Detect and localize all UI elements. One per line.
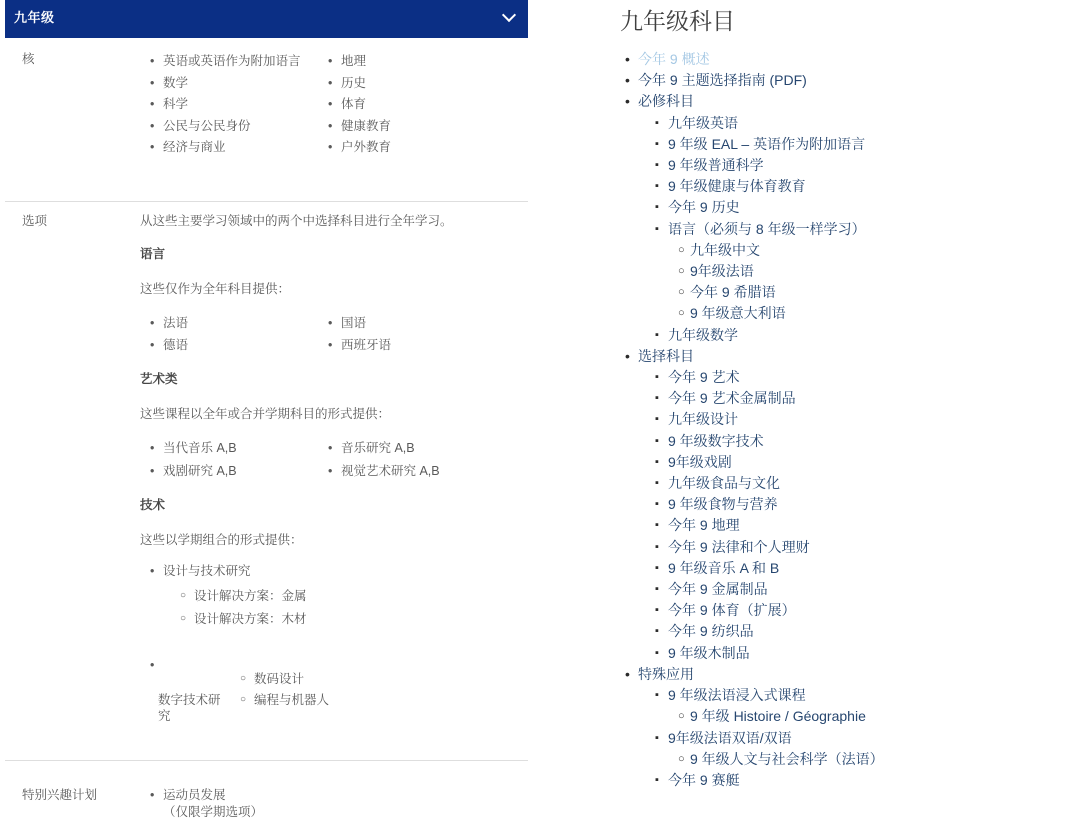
disc-bullet: • bbox=[328, 463, 333, 478]
square-bullet: ▪ bbox=[655, 413, 659, 426]
subject-list-item bbox=[620, 197, 1065, 218]
subjects-panel bbox=[620, 6, 1065, 791]
subject-link[interactable]: 必修科目 bbox=[638, 93, 694, 110]
square-bullet: ▪ bbox=[655, 561, 659, 574]
square-bullet: ▪ bbox=[655, 180, 659, 193]
subject-link[interactable]: 9 年级音乐 A 和 B bbox=[668, 559, 780, 576]
circle-bullet: ○ bbox=[678, 286, 685, 299]
page-title: 九年级科目 bbox=[620, 8, 735, 34]
subject-list-item bbox=[620, 240, 1065, 261]
disc-bullet: • bbox=[150, 338, 155, 352]
list-item-text: 健康教育 bbox=[341, 118, 392, 133]
tech-sub-item bbox=[170, 611, 528, 627]
subject-link[interactable]: 9 年级数字技术 bbox=[668, 432, 764, 449]
subject-link[interactable]: 9 年级 Histoire / Géographie bbox=[690, 708, 866, 725]
list-item-text: 法语 bbox=[163, 315, 189, 330]
disc-bullet: • bbox=[150, 563, 155, 578]
subject-link[interactable]: 9 年级食物与营养 bbox=[668, 496, 778, 513]
square-bullet: ▪ bbox=[655, 773, 659, 786]
list-item-text: 德语 bbox=[163, 338, 189, 352]
square-bullet: ▪ bbox=[655, 222, 659, 235]
core-subject-columns bbox=[140, 51, 528, 159]
tech-note: 这些以学期组合的形式提供： bbox=[140, 532, 303, 547]
special-interest-section bbox=[5, 787, 528, 821]
disc-bullet: • bbox=[150, 75, 155, 90]
core-label: 核 bbox=[22, 52, 35, 66]
list-item bbox=[318, 137, 496, 159]
list-item-text: 戏剧研究 A,B bbox=[163, 463, 237, 478]
subject-link[interactable]: 选择科目 bbox=[638, 347, 694, 364]
circle-bullet: ○ bbox=[240, 693, 247, 705]
subject-link[interactable]: 9 年级人文与社会科学（法语） bbox=[690, 750, 884, 767]
list-item bbox=[140, 73, 318, 95]
subject-link[interactable]: 今年 9 赛艇 bbox=[668, 771, 740, 788]
subject-link[interactable]: 今年 9 地理 bbox=[668, 517, 740, 534]
disc-bullet: • bbox=[625, 72, 630, 89]
subject-list-item bbox=[620, 452, 1065, 473]
subject-list-item bbox=[620, 600, 1065, 621]
list-item-text: 地理 bbox=[341, 54, 367, 68]
circle-bullet: ○ bbox=[678, 265, 685, 278]
list-item bbox=[140, 312, 318, 335]
subject-link[interactable]: 9年级法语 bbox=[690, 263, 754, 280]
arts-note: 这些课程以全年或合并学期科目的形式提供： bbox=[140, 406, 391, 421]
subject-list-item bbox=[620, 261, 1065, 282]
subject-list-item bbox=[620, 134, 1065, 155]
subject-list-item bbox=[620, 155, 1065, 176]
subject-list-item bbox=[620, 494, 1065, 515]
digital-sub-item bbox=[230, 671, 528, 687]
disc-bullet: • bbox=[328, 97, 333, 111]
subject-list-item bbox=[620, 621, 1065, 642]
list-item bbox=[318, 116, 496, 138]
core-subject-list-2 bbox=[318, 51, 496, 159]
list-item bbox=[318, 51, 496, 73]
subject-link[interactable]: 今年 9 艺术金属制品 bbox=[668, 390, 796, 407]
list-item bbox=[140, 460, 318, 483]
list-item-text: 英语或英语作为附加语言 bbox=[163, 54, 301, 68]
circle-bullet: ○ bbox=[180, 589, 187, 601]
languages-note: 这些仅作为全年科目提供： bbox=[140, 281, 291, 296]
subject-list-item bbox=[620, 685, 1065, 706]
disc-bullet: • bbox=[625, 665, 630, 682]
circle-bullet: ○ bbox=[240, 672, 247, 684]
digital-sub-item bbox=[158, 692, 528, 724]
languages-list-1 bbox=[140, 312, 318, 357]
list-item bbox=[140, 51, 318, 73]
languages-list-2 bbox=[318, 312, 496, 357]
list-item-text: 历史 bbox=[341, 75, 367, 90]
special-item-text: 运动员发展 bbox=[163, 787, 226, 802]
subject-link[interactable]: 9 年级普通科学 bbox=[668, 157, 764, 174]
square-bullet: ▪ bbox=[655, 583, 659, 596]
square-bullet: ▪ bbox=[655, 434, 659, 447]
subject-link[interactable]: 今年 9 希腊语 bbox=[690, 284, 776, 301]
list-item bbox=[140, 437, 318, 460]
arts-list-2 bbox=[318, 437, 496, 483]
subject-list-item bbox=[620, 558, 1065, 579]
subject-link[interactable]: 今年 9 纺织品 bbox=[668, 623, 754, 640]
subject-list-item bbox=[620, 728, 1065, 749]
list-item bbox=[140, 334, 318, 357]
subject-link[interactable]: 9 年级法语浸入式课程 bbox=[668, 687, 806, 704]
subject-link[interactable]: 九年级设计 bbox=[668, 411, 738, 428]
subject-list-item bbox=[620, 176, 1065, 197]
subject-list-item bbox=[620, 749, 1065, 770]
square-bullet: ▪ bbox=[655, 625, 659, 638]
square-bullet: ▪ bbox=[655, 731, 659, 744]
circle-bullet: ○ bbox=[678, 307, 685, 320]
list-item-text: 音乐研究 A,B bbox=[341, 440, 415, 455]
arts-heading: 艺术类 bbox=[140, 371, 178, 386]
disc-bullet: • bbox=[328, 315, 333, 330]
subject-list-item bbox=[620, 706, 1065, 727]
square-bullet: ▪ bbox=[655, 159, 659, 172]
list-item bbox=[140, 94, 318, 116]
tech-sub-item bbox=[170, 588, 528, 604]
subject-link[interactable]: 9 年级木制品 bbox=[668, 644, 750, 661]
subject-list-item bbox=[620, 367, 1065, 388]
disc-bullet: • bbox=[328, 440, 333, 455]
circle-bullet: ○ bbox=[678, 752, 685, 765]
disc-bullet: • bbox=[150, 54, 155, 68]
square-bullet: ▪ bbox=[655, 371, 659, 384]
list-item-text: 公民与公民身份 bbox=[163, 118, 251, 133]
list-item bbox=[140, 137, 318, 159]
subject-link[interactable]: 今年 9 历史 bbox=[668, 199, 740, 216]
subjects-list bbox=[620, 49, 1065, 791]
subject-link[interactable]: 语言（必须与 8 年级一样学习） bbox=[668, 220, 866, 237]
subject-list-item bbox=[620, 515, 1065, 536]
disc-bullet: • bbox=[150, 97, 155, 111]
circle-bullet: ○ bbox=[180, 612, 187, 624]
square-bullet: ▪ bbox=[655, 455, 659, 468]
subject-list-item bbox=[620, 49, 1065, 70]
tech-item-text: 设计与技术研究 bbox=[163, 563, 251, 578]
square-bullet: ▪ bbox=[655, 646, 659, 659]
subject-link[interactable]: 九年级英语 bbox=[668, 114, 738, 131]
subject-list-item bbox=[620, 70, 1065, 91]
subject-link[interactable]: 今年 9 法律和个人理财 bbox=[668, 538, 810, 555]
square-bullet: ▪ bbox=[655, 540, 659, 553]
subject-link[interactable]: 今年 9 体育（扩展） bbox=[668, 602, 796, 619]
list-item-text: 视觉艺术研究 A,B bbox=[341, 463, 440, 478]
disc-bullet: • bbox=[328, 140, 333, 154]
disc-bullet: • bbox=[150, 140, 155, 154]
special-item-note: （仅限学期选项） bbox=[163, 804, 264, 819]
list-item bbox=[318, 73, 496, 95]
list-item-text: 科学 bbox=[163, 97, 189, 111]
list-item-text: 数学 bbox=[163, 75, 189, 90]
list-item-text: 户外教育 bbox=[341, 140, 392, 154]
languages-columns bbox=[140, 312, 528, 357]
core-section bbox=[5, 51, 528, 173]
disc-bullet: • bbox=[150, 440, 155, 455]
section-divider bbox=[5, 201, 528, 202]
subject-list-item bbox=[620, 537, 1065, 558]
list-item-text: 经济与商业 bbox=[163, 140, 226, 154]
subject-list-item bbox=[620, 409, 1065, 430]
subject-link[interactable]: 今年 9 金属制品 bbox=[668, 581, 768, 598]
core-subject-list-1 bbox=[140, 51, 318, 159]
disc-bullet: • bbox=[328, 118, 333, 133]
chevron-down-icon bbox=[502, 8, 516, 22]
accordion-title: 九年级 bbox=[14, 10, 55, 25]
subject-list-item bbox=[620, 770, 1065, 791]
square-bullet: ▪ bbox=[655, 604, 659, 617]
circle-bullet: ○ bbox=[678, 710, 685, 723]
subject-list-item bbox=[620, 303, 1065, 324]
square-bullet: ▪ bbox=[655, 392, 659, 405]
square-bullet: ▪ bbox=[655, 498, 659, 511]
subject-link[interactable]: 9 年级 EAL – 英语作为附加语言 bbox=[668, 135, 866, 152]
tech-sub-text: 设计解决方案：金属 bbox=[194, 588, 307, 603]
disc-bullet: • bbox=[150, 315, 155, 330]
arts-list-1 bbox=[140, 437, 318, 483]
subject-list-item bbox=[620, 643, 1065, 664]
list-item bbox=[318, 460, 496, 483]
subject-list-item bbox=[620, 219, 1065, 240]
subject-link[interactable]: 9 年级意大利语 bbox=[690, 305, 786, 322]
subject-list-item bbox=[620, 388, 1065, 409]
subject-list-item bbox=[620, 91, 1065, 112]
digital-sub-text: 编程与机器人 bbox=[254, 692, 330, 707]
list-item bbox=[318, 94, 496, 116]
square-bullet: ▪ bbox=[655, 116, 659, 129]
list-item-text: 国语 bbox=[341, 315, 367, 330]
square-bullet: ▪ bbox=[655, 689, 659, 702]
list-item bbox=[318, 437, 496, 460]
special-label: 特别兴趣计划 bbox=[22, 787, 98, 802]
subject-link[interactable]: 九年级数学 bbox=[668, 326, 738, 343]
subject-link[interactable]: 今年 9 艺术 bbox=[668, 369, 740, 386]
subject-list-item bbox=[620, 579, 1065, 600]
subject-list-item bbox=[620, 664, 1065, 685]
subject-link[interactable]: 特殊应用 bbox=[638, 665, 694, 682]
options-intro: 从这些主要学习领域中的两个中选择科目进行全年学习。 bbox=[140, 213, 453, 228]
disc-bullet: • bbox=[150, 787, 155, 802]
list-item-text: 西班牙语 bbox=[341, 338, 392, 352]
subject-list-item bbox=[620, 473, 1065, 494]
disc-bullet: • bbox=[150, 657, 155, 672]
special-item bbox=[140, 787, 528, 803]
tech-heading: 技术 bbox=[140, 497, 166, 512]
tech-item bbox=[140, 563, 528, 579]
circle-bullet: ○ bbox=[678, 243, 685, 256]
disc-bullet: • bbox=[328, 338, 333, 352]
subject-list-item bbox=[620, 325, 1065, 346]
square-bullet: ▪ bbox=[655, 328, 659, 341]
tech-sub-text: 设计解决方案：木材 bbox=[194, 611, 307, 626]
subject-link[interactable]: 9年级戏剧 bbox=[668, 453, 732, 470]
subject-list-item bbox=[620, 346, 1065, 367]
list-item-text: 当代音乐 A,B bbox=[163, 440, 237, 455]
disc-bullet: • bbox=[625, 93, 630, 110]
subject-list-item bbox=[620, 113, 1065, 134]
disc-bullet: • bbox=[150, 463, 155, 478]
list-item bbox=[140, 116, 318, 138]
subject-link[interactable]: 今年 9 主题选择指南 (PDF) bbox=[638, 72, 807, 89]
digital-label: 数字技术研究 bbox=[158, 692, 221, 723]
year9-accordion bbox=[5, 0, 528, 821]
subject-link[interactable]: 九年级中文 bbox=[690, 241, 760, 258]
disc-bullet: • bbox=[625, 347, 630, 364]
digital-sub-text: 数码设计 bbox=[254, 671, 305, 686]
subject-link[interactable]: 9年级法语双语/双语 bbox=[668, 729, 792, 746]
subject-link[interactable]: 9 年级健康与体育教育 bbox=[668, 178, 806, 195]
section-divider bbox=[5, 760, 528, 761]
subject-link[interactable]: 九年级食品与文化 bbox=[668, 475, 780, 492]
languages-heading: 语言 bbox=[140, 246, 166, 261]
options-section bbox=[5, 213, 528, 724]
square-bullet: ▪ bbox=[655, 137, 659, 150]
square-bullet: ▪ bbox=[655, 477, 659, 490]
list-item bbox=[318, 334, 496, 357]
list-item-text: 体育 bbox=[341, 97, 367, 111]
accordion-header-year9[interactable] bbox=[5, 0, 528, 38]
square-bullet: ▪ bbox=[655, 201, 659, 214]
options-label: 选项 bbox=[22, 213, 48, 228]
square-bullet: ▪ bbox=[655, 519, 659, 532]
disc-bullet: • bbox=[328, 54, 333, 68]
disc-bullet: • bbox=[625, 51, 630, 67]
subject-list-item bbox=[620, 431, 1065, 452]
arts-columns bbox=[140, 437, 528, 483]
disc-bullet: • bbox=[328, 75, 333, 90]
list-item bbox=[318, 312, 496, 335]
subject-link[interactable]: 今年 9 概述 bbox=[638, 51, 710, 67]
subject-list-item bbox=[620, 282, 1065, 303]
disc-bullet: • bbox=[150, 118, 155, 133]
